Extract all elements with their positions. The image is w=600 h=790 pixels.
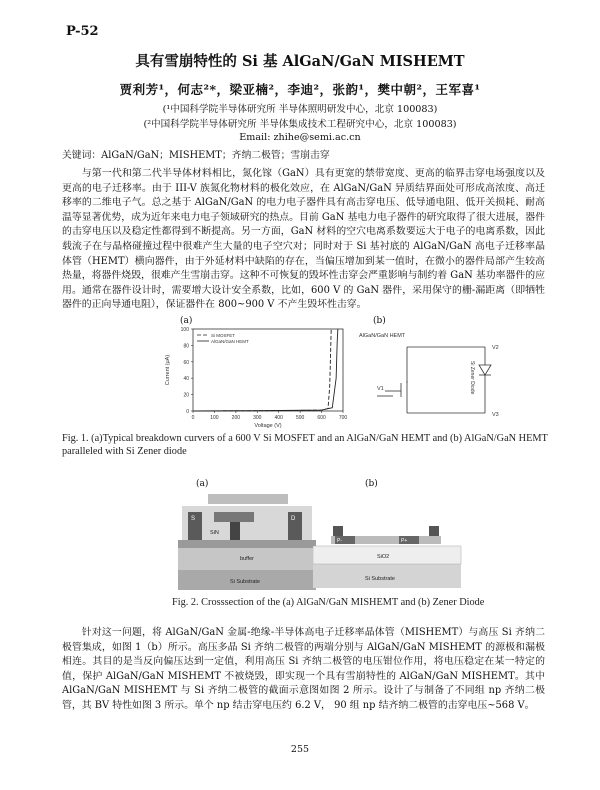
drain-label: D bbox=[291, 516, 296, 522]
y-tick-label-1: 20 bbox=[183, 392, 189, 399]
fig2-label-a: (a) bbox=[196, 479, 209, 489]
affiliation-2: (²中国科学院半导体研究所 半导体集成技术工程研究中心，北京 100083) bbox=[143, 119, 457, 130]
zener-label: Si Zener Diode bbox=[469, 361, 475, 395]
x-tick-label-3: 300 bbox=[253, 415, 262, 421]
legend-label-1: AlGaN/GaN HEMT bbox=[211, 338, 249, 344]
fig2-label-b: (b) bbox=[365, 479, 378, 489]
v2-label: V2 bbox=[492, 345, 499, 351]
page-number: 255 bbox=[290, 744, 310, 755]
y-axis-label: Current (μA) bbox=[165, 354, 171, 386]
body-paragraph-1: 与第一代和第二代半导体材料相比，氮化镓（GaN）具有更宽的禁带宽度、更高的临界击穿电场强度以及更高的电子迁移率。由于 III-V 族氮化物材料的极化效应，在 AlGaN/GaN 异质结界面处可形成高浓度、高迁移率的二维电子气。总之基于 AlGaN/GaN 的电力电子器件具有高击穿电压、低导通电阻、低开关损耗、耐高温等显著优势，成为近年来电力电子领域研究的热点。目前 GaN 基电力电子器件的研究取得了很大进展，器件的击穿电压以及稳定性都得到不断提高。另一方面，GaN 材料的空穴电离系数要远大于电子的电离系数，因此载流子在与晶格碰撞过程中很难产生大量的电子空穴对；同时对于 Si 基衬底的 AlGaN/GaN 高电子迁移率晶体管（HEMT）横向器件，由于外延材料中缺陷的存在，当偏压增加到某一值时，在微小的器件局部产生较高热量，将器件烧毁，很难产生雪崩击穿。这种不可恢复的毁坏性击穿会严重影响与制约着 GaN 基功率器件的应用。通常在器件设计时，需要增大设计安全系数，比如，600 V 的 GaN 器件，采用保守的栅-漏距离（即牺牲器件的正向导通电阻），保证器件在 800~900 V 不产生毁坏性击穿。 bbox=[62, 168, 545, 311]
buffer-label: buffer bbox=[240, 556, 254, 562]
hemt-label: AlGaN/GaN HEMT bbox=[359, 333, 406, 339]
y-tick-label-5: 100 bbox=[180, 327, 189, 333]
pplus-label: P+ bbox=[401, 538, 408, 544]
circuit-diagram bbox=[355, 325, 515, 430]
pminus-label: P- bbox=[337, 538, 342, 544]
sin-label: SiN bbox=[210, 530, 219, 536]
y-tick-label-2: 40 bbox=[183, 376, 189, 383]
y-tick-label-3: 60 bbox=[183, 359, 189, 366]
x-axis-label: Voltage (V) bbox=[254, 423, 282, 429]
substrate-label-a: Si Substrate bbox=[230, 579, 260, 585]
x-tick-label-4: 400 bbox=[274, 415, 283, 421]
fig1-label-a: (a) bbox=[180, 316, 193, 326]
gate-contact bbox=[230, 522, 240, 540]
anode-contact bbox=[333, 526, 343, 536]
x-tick-label-6: 600 bbox=[317, 415, 326, 421]
fig2-caption: Fig. 2. Crosssection of the (a) AlGaN/GaN MISHEMT and (b) Zener Diode bbox=[172, 597, 485, 608]
paper-title: 具有雪崩特性的 Si 基 AlGaN/GaN MISHEMT bbox=[135, 53, 465, 70]
zener-crosssection bbox=[313, 524, 463, 590]
zener-diode-symbol bbox=[479, 365, 491, 375]
x-tick-label-1: 100 bbox=[210, 415, 219, 421]
v3-label: V3 bbox=[492, 412, 499, 418]
barrier-layer bbox=[178, 540, 316, 548]
affiliation-1: (¹中国科学院半导体研究所 半导体照明研发中心，北京 100083) bbox=[162, 104, 438, 115]
v1-label: V1 bbox=[377, 386, 384, 392]
mishemt-crosssection bbox=[178, 490, 318, 592]
fig1-caption: Fig. 1. (a)Typical breakdown curvers of a 600 V Si MOSFET and an AlGaN/GaN HEMT and (b) AlGaN/GaN HEMT paralleled with Si Zener diode bbox=[62, 433, 548, 457]
cathode-contact bbox=[429, 526, 439, 536]
field-plate bbox=[214, 512, 254, 522]
breakdown-chart bbox=[155, 323, 355, 433]
keywords: 关键词：AlGaN/GaN；MISHEMT；齐纳二极管；雪崩击穿 bbox=[62, 150, 330, 161]
sio2-label: SiO2 bbox=[377, 554, 390, 560]
x-tick-label-2: 200 bbox=[231, 415, 241, 421]
substrate-label-b: Si Substrate bbox=[365, 576, 395, 582]
source-label: S bbox=[191, 516, 196, 522]
x-tick-label-0: 0 bbox=[191, 415, 195, 421]
y-tick-label-4: 80 bbox=[183, 343, 189, 350]
author-list: 贾利芳¹，何志²*，梁亚楠²，李迪²，张韵¹，樊中朝²，王军喜¹ bbox=[119, 82, 481, 97]
page-id: P-52 bbox=[66, 24, 99, 39]
author-email: Email: zhihe@semi.ac.cn bbox=[239, 132, 361, 143]
y-tick-label-0: 0 bbox=[186, 409, 189, 415]
legend-label-0: Si MOSFET bbox=[211, 332, 236, 338]
body-paragraph-2: 针对这一问题，将 AlGaN/GaN 金属-绝缘-半导体高电子迁移率晶体管（MISHEMT）与高压 Si 齐纳二极管集成，如图 1（b）所示。高压多晶 Si 齐纳二极管的两端分别与 AlGaN/GaN MISHEMT 的源极和漏极相连。其目的是当反向偏压达到一定值，利用高压 Si 齐纳二极管的电压钳位作用，将电压稳定在某一特定的值，保护 AlGaN/GaN MISHEMT 不被烧毁，即实现一个具有雪崩特性的 AlGaN/GaN MISHEMT。其中 AlGaN/GaN MISHEMT 与 Si 齐纳二极管的截面示意图如图 2 所示。设计了与制备了不同组 np 齐纳二极管，其 BV 特性如图 3 所示。单个 np 结击穿电压约 6.2 V， 90 组 np 结齐纳二极管的击穿电压~568 V。 bbox=[62, 627, 545, 711]
top-metal bbox=[208, 494, 288, 504]
x-tick-label-5: 500 bbox=[295, 415, 305, 421]
fig1-label-b: (b) bbox=[373, 316, 386, 326]
x-tick-label-7: 700 bbox=[338, 415, 348, 421]
